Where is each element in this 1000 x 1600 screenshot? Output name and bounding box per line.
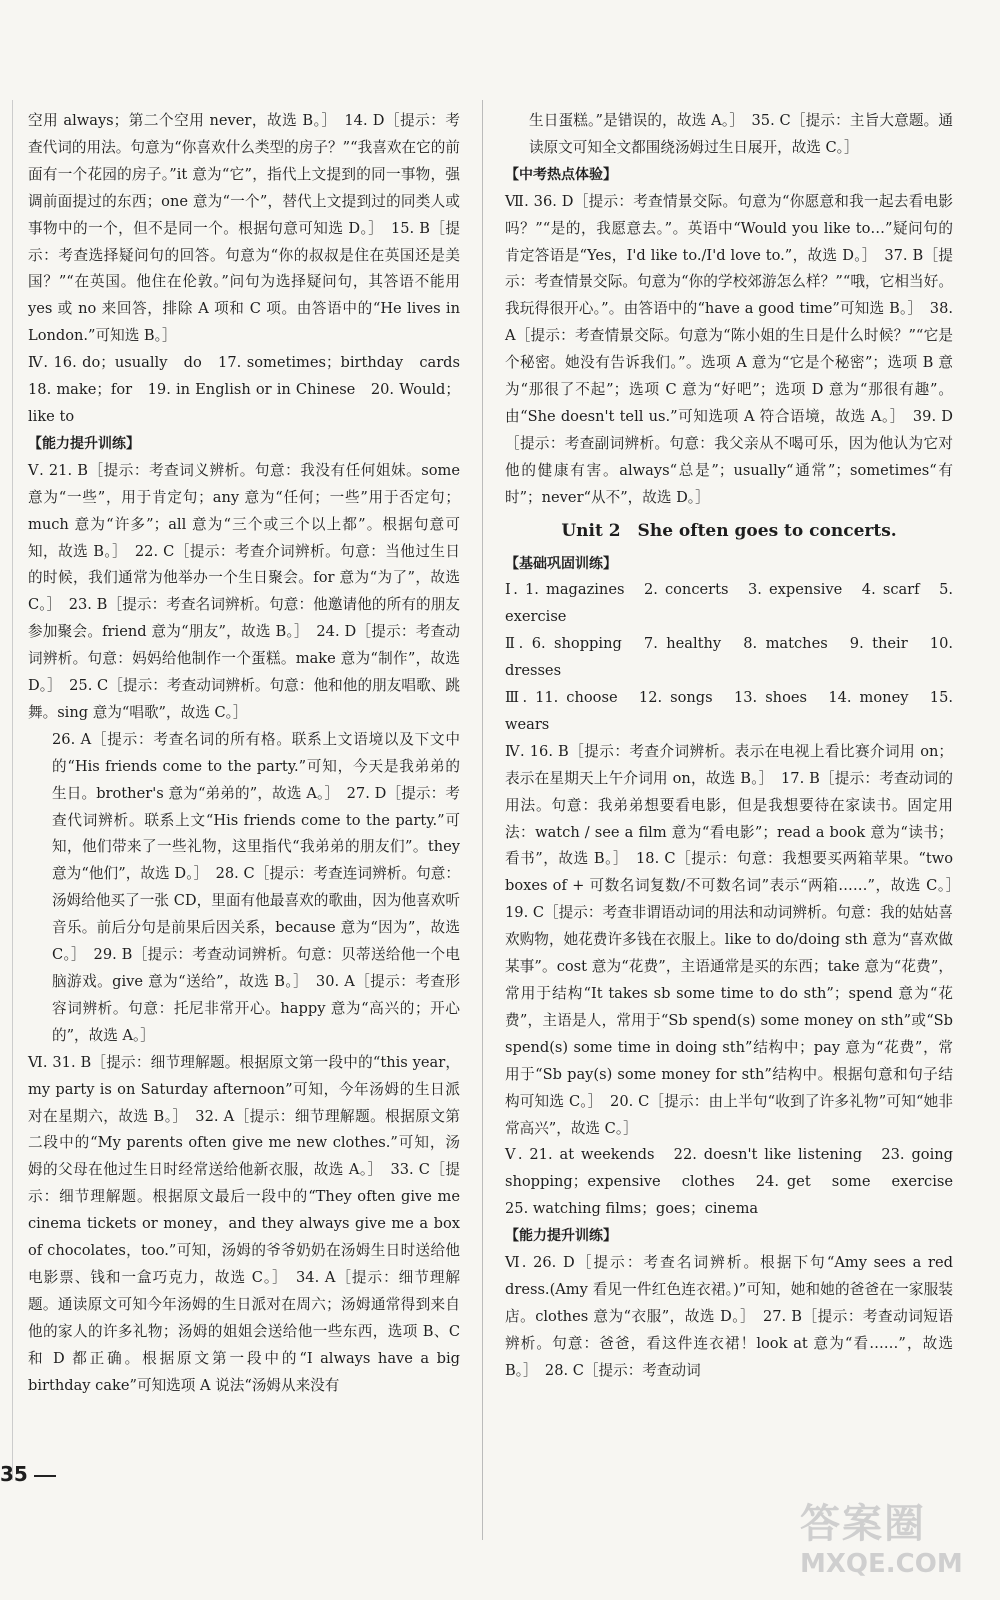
- answer-paragraph: Ⅲ. 11. choose 12. songs 13. shoes 14. money 15. wears: [505, 689, 953, 733]
- section-heading: 【能力提升训练】: [28, 435, 140, 452]
- answer-paragraph: Ⅵ. 26. D［提示：考查名词辨析。根据下句“Amy sees a red dress.(Amy 看见一件红色连衣裙。)”可知，她和她的爸爸在一家服装店。clothes 意为“衣服”，故选 D。］ 27. B［提示：考查动词短语辨析。句意：爸爸，看这件连衣裙！look at 意为“看……”，故选 B。］ 28. C［提示：考查动词: [505, 1254, 953, 1379]
- answer-paragraph: 空用 always；第二个空用 never，故选 B。］ 14. D［提示：考查代词的用法。句意为“你喜欢什么类型的房子？”“我喜欢在它的前面有一个花园的房子。”it 意为“它”，指代上文提到的同一事物，强调前面提过的东西；one 意为“一个”，替代上文提到过的同类人或事物中的一个，但不是同一个。根据句意可知选 D。］ 15. B［提示：考查选择疑问句的回答。句意为“你的叔叔是住在英国还是美国？”“在英国。他住在伦敦。”问句为选择疑问句，其答语不能用 yes 或 no 来回答，排除 A 项和 C 项。由答语中的“He lives in London.”可知选 B。］: [28, 112, 460, 345]
- watermark-en: MXQE.COM: [800, 1549, 963, 1579]
- answer-paragraph: Ⅶ. 36. D［提示：考查情景交际。句意为“你愿意和我一起去看电影吗？”“是的，我愿意去。”。英语中“Would you like to…”疑问句的肯定答语是“Yes，I'd like to./I'd love to.”，故选 D。］ 37. B［提示：考查情景交际。句意为“你的学校郊游怎么样？”“哦，它相当好。我玩得很开心。”。由答语中的“have a good time”可知选 B。］ 38. A［提示：考查情景交际。句意为“陈小姐的生日是什么时候？”“它是个秘密。她没有告诉我们。”。选项 A 意为“它是个秘密”；选项 B 意为“那很了不起”；选项 C 意为“好吧”；选项 D 意为“那很有趣”。由“She doesn't tell us.”可知选项 A 符合语境，故选 A。］ 39. D［提示：考查副词辨析。句意：我父亲从不喝可乐，因为他认为它对他的健康有害。always“总是”；usually“通常”；sometimes“有时”；never“从不”，故选 D。］: [505, 192, 953, 506]
- section-heading: 【基础巩固训练】: [505, 555, 617, 572]
- column-divider: [482, 100, 483, 1540]
- answer-paragraph: Ⅴ. 21. at weekends 22. doesn't like listening 23. going shopping；expensive clothes 24. get some exercise 25. watching films；goes；cinema: [505, 1146, 968, 1218]
- unit-title: Unit 2 She often goes to concerts.: [561, 520, 897, 541]
- page-number: 35: [0, 1462, 56, 1486]
- left-column: [28, 108, 475, 1400]
- watermark-logo: [800, 1492, 990, 1592]
- answer-paragraph: Ⅰ. 1. magazines 2. concerts 3. expensive 4. scarf 5. exercise: [505, 581, 953, 626]
- answer-paragraph: Ⅳ. 16. do；usually do 17. sometimes；birthday cards 18. make；for 19. in English or in Chinese 20. Would；like to: [28, 354, 475, 425]
- section-heading: 【能力提升训练】: [505, 1228, 617, 1245]
- answer-paragraph: Ⅵ. 31. B［提示：细节理解题。根据原文第一段中的“this year，my party is on Saturday afternoon”可知，今年汤姆的生日派对在星期六，故选 B。］ 32. A［提示：细节理解题。根据原文第二段中的“My parents often give me new clothes.”可知，汤姆的父母在他过生日时经常送给他新衣服，故选 A。］ 33. C［提示：细节理解题。根据原文最后一段中的“They often give me cinema tickets or money，and they always give me a box of chocolates，too.”可知，汤姆的爷爷奶奶在汤姆生日时送给他电影票、钱和一盒巧克力，故选 C。］ 34. A［提示：细节理解题。通读原文可知今年汤姆的生日派对在周六；汤姆通常得到来自他的家人的许多礼物；汤姆的姐姐会送给他一些东西，选项 B、C 和 D 都正确。根据原文第一段中的“I always have a big birthday cake”可知选项 A 说法“汤姆从来没有: [28, 1053, 460, 1394]
- watermark-cn: 答案圈: [800, 1501, 926, 1547]
- answer-paragraph: 26. A［提示：考查名词的所有格。联系上文语境以及下文中的“His friends come to the party.”可知，今天是我弟弟的生日。brother's 意为“弟弟的”，故选 A。］ 27. D［提示：考查代词辨析。联系上文“His friends come to the party.”可知，他们带来了一些礼物，这里指代“我弟弟的朋友们”。they 意为“他们”，故选 D。］ 28. C［提示：考查连词辨析。句意：汤姆给他买了一张 CD，里面有他最喜欢的歌曲，因为他喜欢听音乐。前后分句是前果后因关系，because 意为“因为”，故选 C。］ 29. B［提示：考查动词辨析。句意：贝蒂送给他一个电脑游戏。give 意为“送给”，故选 B。］ 30. A［提示：考查形容词辨析。句意：托尼非常开心。happy 意为“高兴的；开心的”，故选 A。］: [52, 730, 460, 1044]
- answer-paragraph: Ⅱ. 6. shopping 7. healthy 8. matches 9. their 10. dresses: [505, 635, 953, 680]
- left-margin-rule: [12, 100, 13, 1480]
- section-heading: 【中考热点体验】: [505, 166, 617, 183]
- answer-paragraph: 生日蛋糕。”是错误的，故选 A。］ 35. C［提示：主旨大意题。通读原文可知全文都围绕汤姆过生日展开，故选 C。］: [529, 112, 953, 156]
- right-column: [505, 108, 968, 1385]
- answer-paragraph: Ⅴ. 21. B［提示：考查词义辨析。句意：我没有任何姐妹。some 意为“一些”，用于肯定句；any 意为“任何；一些”用于否定句；much 意为“许多”；all 意为“三个或三个以上都”。根据句意可知，故选 B。］ 22. C［提示：考查介词辨析。句意：当他过生日的时候，我们通常为他举办一个生日聚会。for 意为“为了”，故选 C。］ 23. B［提示：考查名词辨析。句意：他邀请他的所有的朋友参加聚会。friend 意为“朋友”，故选 B。］ 24. D［提示：考查动词辨析。句意：妈妈给他制作一个蛋糕。make 意为“制作”，故选 D。］ 25. C［提示：考查动词辨析。句意：他和他的朋友唱歌、跳舞。sing 意为“唱歌”，故选 C。］: [28, 461, 460, 721]
- answer-paragraph: Ⅳ. 16. B［提示：考查介词辨析。表示在电视上看比赛介词用 on；表示在星期天上午介词用 on，故选 B。］ 17. B［提示：考查动词的用法。句意：我弟弟想要看电影，但是我想要待在家读书。固定用法：watch / see a film 意为“看电影”；read a book 意为“读书；看书”，故选 B。］ 18. C［提示：句意：我想要买两箱苹果。“two boxes of + 可数名词复数/不可数名词”表示“两箱……”，故选 C。］ 19. C［提示：考查非谓语动词的用法和动词辨析。句意：我的姑姑喜欢购物，她花费许多钱在衣服上。like to do/doing sth 意为“喜欢做某事”。cost 意为“花费”，主语通常是买的东西；take 意为“花费”，常用于结构“It takes sb some time to do sth”；spend 意为“花费”，主语是人，常用于“Sb spend(s) some money on sth”或“Sb spend(s) some time in doing sth”结构中；pay 意为“花费”，常用于“Sb pay(s) some money for sth”结构中。根据句意和句子结构可知选 C。］ 20. C［提示：由上半句“收到了许多礼物”可知“她非常高兴”，故选 C。］: [505, 742, 968, 1137]
